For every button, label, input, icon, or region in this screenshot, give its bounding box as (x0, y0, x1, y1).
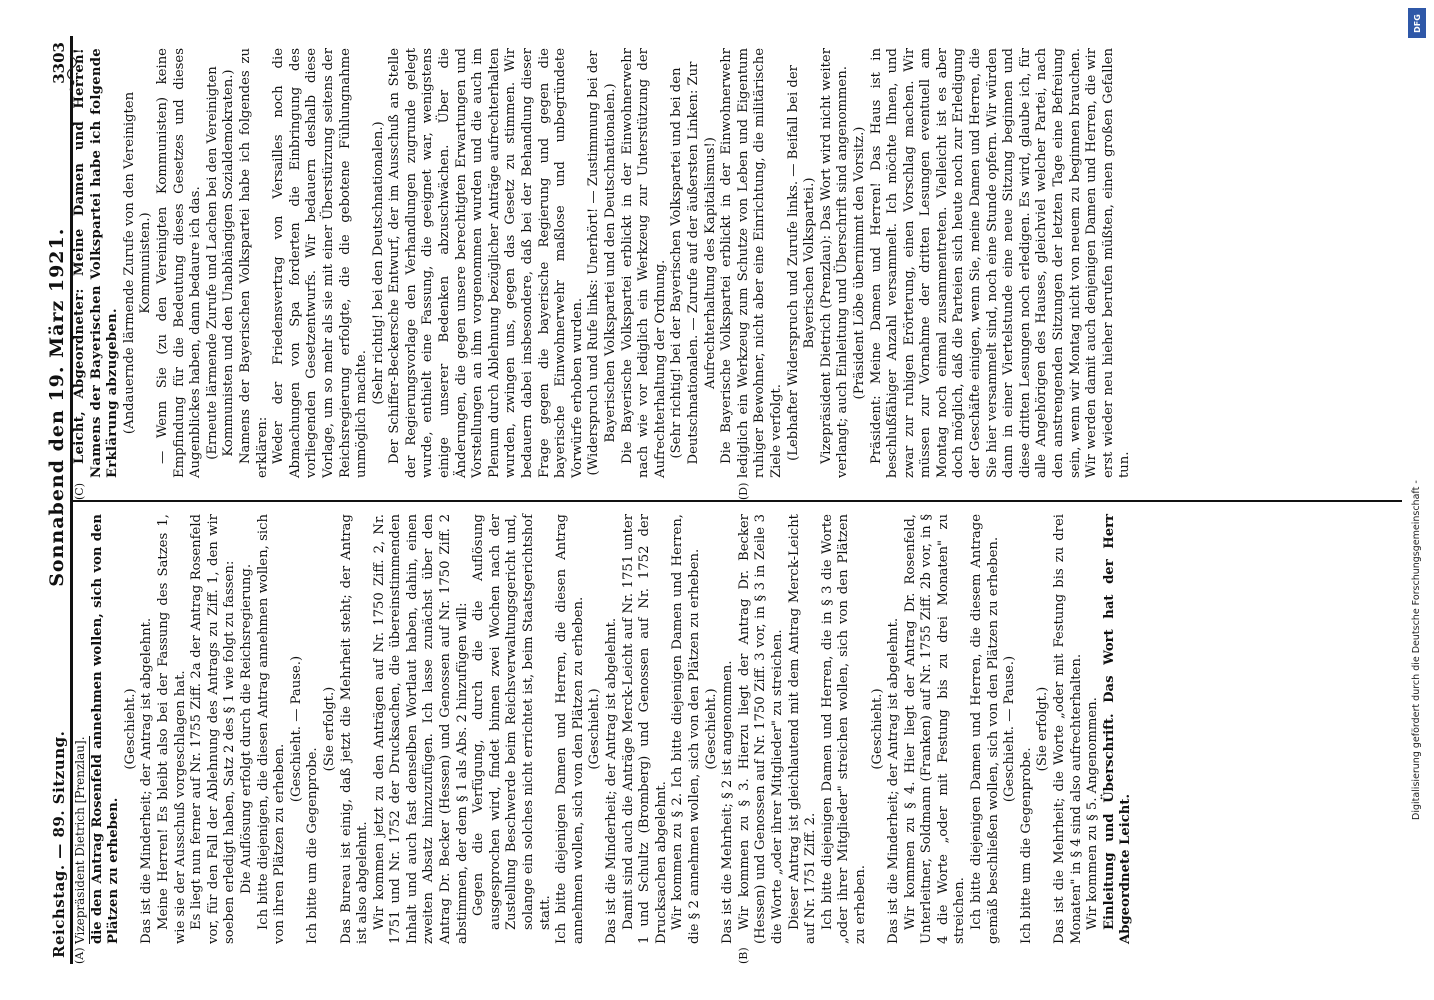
page-header (40, 36, 73, 964)
dfg-logo-badge: DFG (1408, 8, 1426, 38)
stage-direction: (Geschieht.) (587, 688, 603, 770)
stage-direction: (Andauernde lärmende Zurufe von den Vereinigten Kommunisten.) (121, 91, 154, 435)
paragraph: Weder der Friedensvertrag von Versailles noch die Abmachungen von Spa forderten die Einbringung des vorliegenden Gesetzentwurfs. Wir bedauern deshalb diese Vorlage, um so mehr als sie mit einer Überstürzung seitens der Reichsregierung erfolgte, die die gebotene Fühlungnahme unmöglich machte. (271, 48, 370, 478)
paragraph: Wir kommen zu § 4. Hier liegt der Antrag Dr. Rosenfeld, Unterleitner, Soldmann (Franken) auf Nr. 1755 Ziff. 2b vor, in § 4 die Worte „oder mit Festung bis zu drei Monaten" zu streichen. (902, 514, 968, 944)
stage-direction: (Geschieht.) (122, 688, 138, 770)
paragraph: Das ist die Minderheit; der Antrag ist abgelehnt. (604, 617, 619, 944)
margin-mark-a: (A) (73, 947, 86, 964)
header-left: Reichstag. — 89. Sitzung. (50, 730, 68, 958)
right-column (72, 36, 1402, 500)
paragraph: Es liegt nun ferner auf Nr. 1755 Ziff. 2a der Antrag Rosenfeld vor, für den Fall der Ablehnung des Antrags zu Ziff. 1, den wir soeben erledigt haben, Satz 2 des § 1 wie folgt zu fassen: (189, 514, 238, 944)
stage-direction: (Geschieht.) (703, 688, 719, 770)
digitization-note (1408, 0, 1426, 1000)
paragraph: Der Schiffer-Beckersche Entwurf, der im Ausschuß an Stelle der Regierungsvorlage den Verhandlungen zugrunde gelegt wurde, enthielt eine Fassung, die geeignet war, wenigstens einige unserer Bedenken abzuschwächen. Über die Änderungen, die gegen unsere berechtigten Erwartungen und Vorstellungen an ihm vorgenommen wurden und die auch im Plenum durch Ablehnung bezüglicher Anträge aufrechterhalten wurden, zwingen uns, gegen das Gesetz zu stimmen. Wir bedauern dabei insbesondere, daß bei der Behandlung dieser Frage gegen die bayerische Regierung und gegen die bayerische Einwohnerwehr maßlose und unbegründete Vorwürfe erhoben wurden. (387, 48, 585, 478)
paragraph: Ich bitte diejenigen Damen und Herren, die in § 3 die Worte „oder ihrer Mitglieder" streichen wollen, sich von den Plätzen zu erheben. (819, 514, 868, 944)
paragraph: Das ist die Minderheit; der Antrag ist abgelehnt. (139, 617, 155, 944)
quoted-motion: Gegen die Verfügung, durch die die Auflösung ausgesprochen wird, findet binnen zwei Wochen nach der Zustellung Beschwerde beim Reichsverwaltungsgericht und, solange ein solches nicht errichtet ist, beim Staatsgerichtshof statt. (471, 514, 553, 930)
margin-mark-d: (D) (737, 482, 750, 500)
paragraph: Das ist die Mehrheit; § 2 ist angenommen. (720, 660, 736, 944)
paragraph: Namens der Bayerischen Volkspartei habe ich folgendes zu erklären: (237, 48, 270, 478)
stage-direction: (Geschieht.) (869, 688, 885, 770)
paragraph: Die Bayerische Volkspartei erblickt in der Einwohnerwehr nach wie vor lediglich ein Werkzeug zur Unterstützung der Aufrechterhaltung der Ordnung. (619, 48, 668, 478)
paragraph: die den Antrag Rosenfeld annehmen wollen, sich von den Plätzen zu erheben. (89, 514, 122, 944)
paragraph: Das Bureau ist einig, daß jetzt die Mehrheit steht; der Antrag ist also abgelehnt. (338, 514, 371, 944)
paragraph: Wir kommen zu § 5. Angenommen. (1085, 697, 1101, 930)
stage-direction: (Sehr richtig! bei den Deutschnationalen.) (370, 121, 386, 405)
header-date: Sonnabend den 19. März 1921. (46, 227, 68, 587)
paragraph: Ich bitte diejenigen Damen und Herren, die diesen Antrag annehmen wollen, sich von den Plätzen zu erheben. (554, 514, 586, 944)
stage-direction: (Sie erfolgt.) (321, 686, 337, 772)
paragraph: Ich bitte um die Gegenprobe. (305, 747, 321, 944)
paragraph: Die Bayerische Volkspartei erblickt in der Einwohnerwehr lediglich ein Werkzeug zum Schutze von Leben und Eigentum ruhiger Bewohner, nicht aber eine Einrichtung, die militärische Ziele verfolgt. (719, 48, 784, 478)
stage-direction: (Geschieht. — Pause.) (1002, 655, 1018, 803)
paragraph: Vizepräsident Dietrich (Prenzlau): Das Wort wird nicht weiter verlangt; auch Einleitung und Überschrift sind angenommen. (818, 48, 851, 478)
paragraph: Ich bitte um die Gegenprobe. (1018, 747, 1034, 944)
text-columns (72, 36, 1402, 964)
paragraph: Wir kommen zu § 2. Ich bitte diejenigen Damen und Herren, die § 2 annehmen wollen, sich von den Plätzen zu erheben. (670, 514, 702, 944)
paragraph: Wir kommen zu § 3. Hierzu liegt der Antrag Dr. Becker (Hessen) und Genossen auf Nr. 1750 Ziff. 3 vor, in § 3 in Zeile 3 die Worte „oder ihrer Mitglieder" zu streichen. (736, 514, 785, 944)
stage-direction: (Erneute lärmende Zurufe und Lachen bei den Vereinigten Kommunisten und den Unabhängigen Sozialdemokraten.) (204, 66, 237, 460)
stage-direction: (Sehr richtig! bei der Bayerischen Volkspartei und bei den Deutschnationalen. — Zurufe auf der äußersten Linken: Zur Aufrechterhaltung des Kapitalismus!) (669, 61, 718, 465)
stage-direction: (Sie erfolgt.) (1035, 686, 1051, 772)
page-number: 3303 (50, 42, 68, 84)
paragraph: Ich bitte diejenigen Damen und Herren, die diesem Antrage gemäß beschließen wollen, sich von den Plätzen zu erheben. (969, 514, 1001, 944)
paragraph: Präsident: Meine Damen und Herren! Das Haus ist in beschlußfähiger Anzahl versammelt. Ich möchte Ihnen, und zwar zur ruhigen Erörterung, einen Vorschlag machen. Wir müssen zur Vornahme der dritten Lesungen eventuell am Montag noch einmal zusammentreten. Vielleicht ist es aber doch möglich, daß die Parteien sich heute noch zur Erledigung der Geschäfte einigen, wenn Sie, meine Damen und Herren, die Sie hier versammelt sind, noch eine Stunde opfern. Wir würden dann in einer Viertelstunde eine neue Sitzung beginnen und diese dritten Lesungen noch erledigen. Es wird, glaube ich, für alle Angehörigen des Hauses, gleichviel welcher Partei, nach den anstrengenden Sitzungen der letzten Tage eine Befreiung sein, wenn wir Montag nicht von neuem zu beginnen brauchen. Wir werden damit auch denjenigen Damen und Herren, die wir erst wieder neu hieher berufen müßten, einen großen Gefallen tun. (868, 48, 1133, 478)
stage-direction: (Geschieht. — Pause.) (288, 655, 304, 803)
paragraph: Ich bitte diejenigen, die diesen Antrag annehmen wollen, sich von ihren Plätzen zu erheben. (255, 514, 288, 944)
speech-opening: Leicht, Abgeordneter: Meine Damen und Herren! Namens der Bayerischen Volkspartei habe ich folgende Erklärung abzugeben. (72, 48, 121, 478)
stage-direction: (Präsident Löbe übernimmt den Vorsitz.) (851, 126, 867, 400)
paragraph: Das ist die Minderheit; der Antrag ist abgelehnt. (886, 617, 902, 944)
stage-direction: (Lebhafter Widerspruch und Zurufe links. — Beifall bei der Bayerischen Volkspartei.) (785, 65, 818, 461)
paragraph: Dieser Antrag ist gleichlautend mit dem Antrag Merck-Leicht auf Nr. 1751 Ziff. 2. (786, 514, 819, 944)
stage-direction: (Widerspruch und Rufe links: Unerhört! — Zustimmung bei der Bayerischen Volkspartei und den Deutschnationalen.) (586, 50, 618, 476)
paragraph: Das ist die Mehrheit; die Worte „oder mit Festung bis zu drei Monaten" in § 4 sind also aufrechterhalten. (1052, 514, 1084, 944)
speaker-bracket: Vizepräsident Dietrich [Prenzlau]. (72, 736, 90, 944)
rotated-page-container (32, 30, 1402, 970)
paragraph: Meine Herren! Es bleibt also bei der Fassung des Satzes 1, wie sie der Ausschuß vorgeschlagen hat. (155, 514, 188, 944)
paragraph: Damit sind auch die Anträge Merck-Leicht auf Nr. 1751 unter 1 und Schultz (Bromberg) und Genossen auf Nr. 1752 der Drucksachen abgelehnt. (620, 514, 669, 944)
paragraph: Einleitung und Überschrift. Das Wort hat der Herr Abgeordnete Leicht. (1101, 514, 1134, 944)
digitization-note-text: Digitalisierung gefördert durch die Deutsche Forschungsgemeinschaft - (1411, 480, 1422, 820)
paragraph: — Wenn Sie (zu den Vereinigten Kommunisten) keine Empfindung für die Bedeutung dieses Gesetzes und dieses Augenblickes haben, dann bedaure ich das. (154, 48, 204, 478)
document-page (32, 30, 1402, 970)
paragraph: Wir kommen jetzt zu den Anträgen auf Nr. 1750 Ziff. 2, Nr. 1751 und Nr. 1752 der Drucksachen, die übereinstimmenden Inhalt und auch fast denselben Wortlaut haben, dahin, einen zweiten Absatz hinzuzufügen. Ich lasse zunächst über den Antrag Dr. Becker (Hessen) und Genossen auf Nr. 1750 Ziff. 2 abstimmen, der dem § 1 als Abs. 2 hinzufügen will: (371, 514, 470, 944)
quoted-motion: Die Auflösung erfolgt durch die Reichsregierung. (238, 563, 254, 895)
left-column (72, 500, 1402, 964)
margin-mark-b: (B) (737, 947, 750, 964)
margin-mark-c: (C) (73, 483, 86, 500)
